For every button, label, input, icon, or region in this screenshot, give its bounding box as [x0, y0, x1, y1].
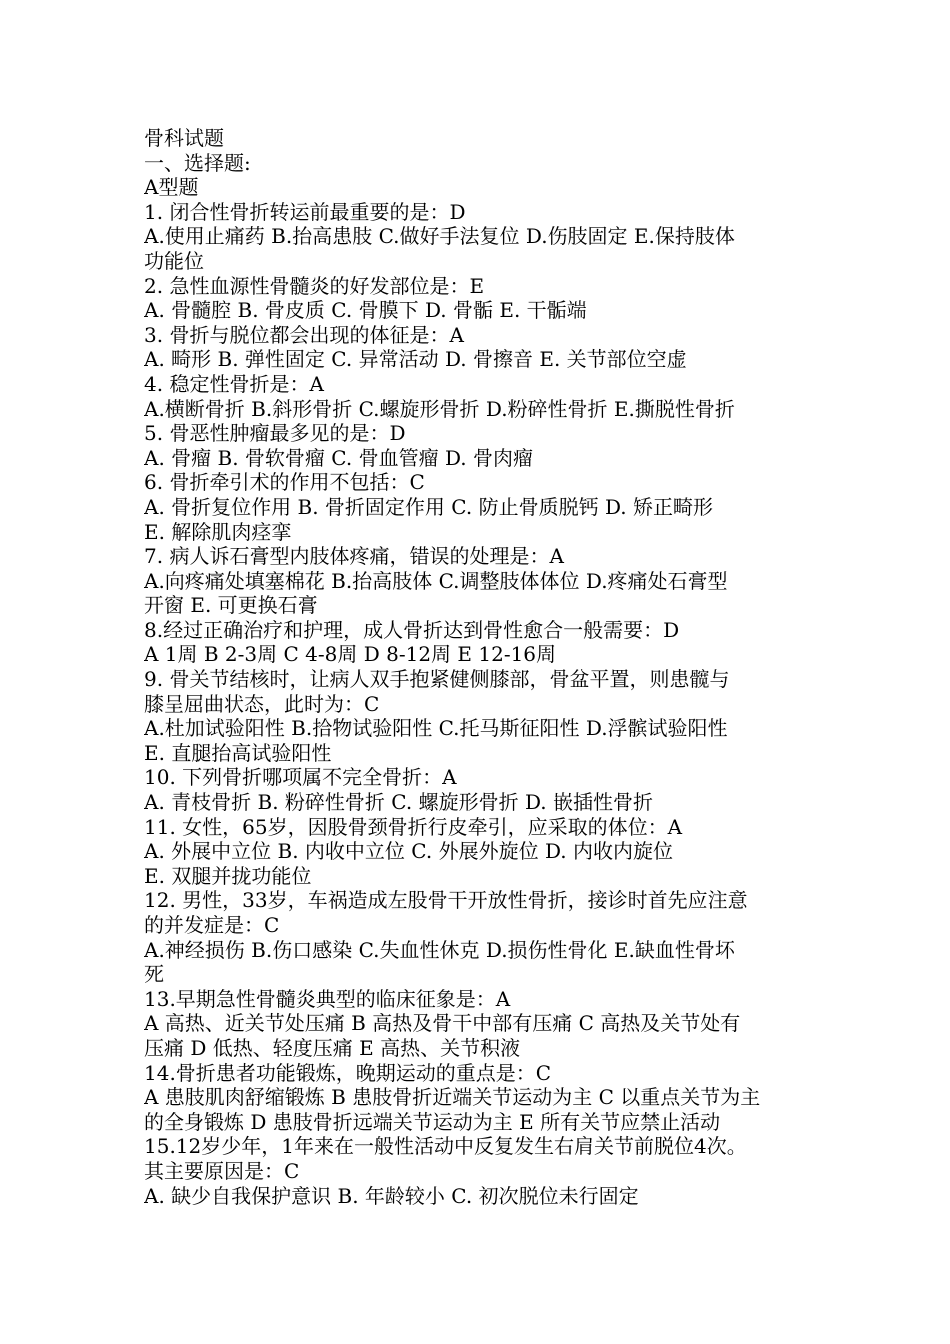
text-line: 开窗 E. 可更换石膏: [144, 593, 318, 618]
text-line: 压痛 D 低热、轻度压痛 E 高热、关节积液: [144, 1035, 521, 1060]
text-line: 1. 闭合性骨折转运前最重要的是：D: [144, 199, 466, 224]
document-page: [144, 126, 814, 1208]
text-line: 7. 病人诉石膏型内肢体疼痛，错误的处理是：A: [144, 544, 564, 569]
text-line: 13.早期急性骨髓炎典型的临床征象是：A: [144, 986, 511, 1011]
text-line: 功能位: [144, 248, 204, 273]
text-line: A. 骨瘤 B. 骨软骨瘤 C. 骨血管瘤 D. 骨肉瘤: [144, 445, 533, 470]
text-line: A.神经损伤 B.伤口感染 C.失血性休克 D.损伤性骨化 E.缺血性骨坏: [144, 937, 735, 962]
text-line: 的全身锻炼 D 患肢骨折远端关节运动为主 E 所有关节应禁止活动: [144, 1109, 721, 1134]
text-line: 4. 稳定性骨折是：A: [144, 371, 324, 396]
text-line: 膝呈屈曲状态，此时为：C: [144, 691, 380, 716]
text-line: 2. 急性血源性骨髓炎的好发部位是：E: [144, 273, 485, 298]
text-line: E. 直腿抬高试验阳性: [144, 740, 332, 765]
text-line: A.使用止痛药 B.抬高患肢 C.做好手法复位 D.伤肢固定 E.保持肢体: [144, 224, 735, 249]
text-line: 8.经过正确治疗和护理，成人骨折达到骨性愈合一般需要：D: [144, 617, 680, 642]
text-line: A. 缺少自我保护意识 B. 年龄较小 C. 初次脱位未行固定: [144, 1183, 639, 1208]
text-line: A. 外展中立位 B. 内收中立位 C. 外展外旋位 D. 内收内旋位: [144, 839, 673, 864]
section-heading: 一、选择题:: [144, 150, 251, 175]
text-line: E. 解除肌肉痉挛: [144, 519, 292, 544]
text-line: A.杜加试验阳性 B.拾物试验阳性 C.托马斯征阳性 D.浮髌试验阳性: [144, 716, 728, 741]
text-line: 死: [144, 962, 164, 987]
text-line: A. 骨髓腔 B. 骨皮质 C. 骨膜下 D. 骨骺 E. 干骺端: [144, 298, 587, 323]
text-line: 15.12岁少年，1年来在一般性活动中反复发生右肩关节前脱位4次。: [144, 1134, 747, 1159]
text-line: A 1周 B 2-3周 C 4-8周 D 8-12周 E 12-16周: [144, 642, 557, 667]
question-list: [144, 200, 814, 1208]
text-line: A. 青枝骨折 B. 粉碎性骨折 C. 螺旋形骨折 D. 嵌插性骨折: [144, 790, 653, 815]
text-line: E. 双腿并拢功能位: [144, 863, 312, 888]
text-line: A. 畸形 B. 弹性固定 C. 异常活动 D. 骨擦音 E. 关节部位空虚: [144, 347, 687, 372]
text-line: 12. 男性，33岁，车祸造成左股骨干开放性骨折，接诊时首先应注意: [144, 888, 748, 913]
text-line: A. 骨折复位作用 B. 骨折固定作用 C. 防止骨质脱钙 D. 矫正畸形: [144, 494, 713, 519]
text-line: 11. 女性，65岁，因股骨颈骨折行皮牵引，应采取的体位：A: [144, 814, 683, 839]
text-line: 14.骨折患者功能锻炼，晚期运动的重点是：C: [144, 1060, 552, 1085]
document-title: 骨科试题: [144, 126, 224, 150]
text-line: 6. 骨折牵引术的作用不包括：C: [144, 470, 425, 495]
text-line: 10. 下列骨折哪项属不完全骨折：A: [144, 765, 457, 790]
text-line: 3. 骨折与脱位都会出现的体征是：A: [144, 322, 464, 347]
text-line: 9. 骨关节结核时，让病人双手抱紧健侧膝部，骨盆平置，则患髋与: [144, 667, 730, 692]
text-line: 的并发症是：C: [144, 913, 280, 937]
text-line: A 患肢肌肉舒缩锻炼 B 患肢骨折近端关节运动为主 C 以重点关节为主: [144, 1085, 761, 1110]
text-line: A.横断骨折 B.斜形骨折 C.螺旋形骨折 D.粉碎性骨折 E.撕脱性骨折: [144, 396, 735, 421]
subsection-heading: A型题: [144, 175, 199, 200]
text-line: 5. 骨恶性肿瘤最多见的是：D: [144, 421, 406, 446]
text-line: 其主要原因是：C: [144, 1158, 300, 1183]
text-line: A.向疼痛处填塞棉花 B.抬高肢体 C.调整肢体体位 D.疼痛处石膏型: [144, 568, 728, 593]
text-line: A 高热、近关节处压痛 B 高热及骨干中部有压痛 C 高热及关节处有: [144, 1011, 741, 1036]
